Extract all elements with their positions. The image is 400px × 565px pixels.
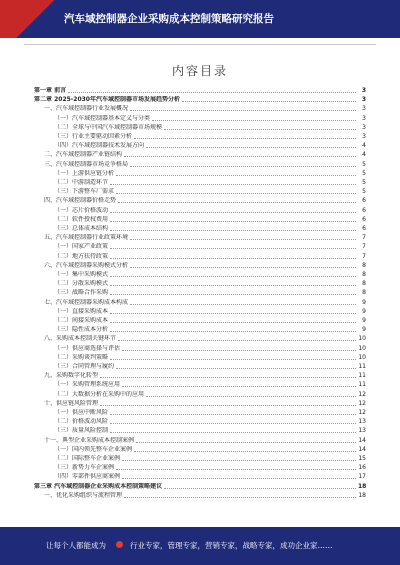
toc-entry-page: 13 xyxy=(358,418,366,426)
toc-entry-title: 六、汽车域控制器采购模式分析 xyxy=(44,261,129,269)
dot-leader xyxy=(122,350,356,351)
toc-entry-title: （二）全球与中国汽车域控制器市场规模 xyxy=(54,123,163,131)
toc-entry-page: 14 xyxy=(358,445,366,453)
toc-entry-page: 8 xyxy=(362,271,366,278)
toc-entry[interactable] xyxy=(34,132,366,141)
toc-entry-page: 10 xyxy=(358,335,366,343)
toc-entry-title: （一）直接采购成本 xyxy=(54,307,109,315)
toc-entry-title: 一、优化采购组织与流程管理 xyxy=(44,491,123,499)
toc-entry-title: 十一、典型企业采购成本控制案例 xyxy=(44,436,135,444)
toc-entry-title: 二、汽车域控制器产业链结构 xyxy=(44,151,123,159)
toc-entry[interactable] xyxy=(34,445,366,454)
toc-entry-title: （一）采购管理系统应用 xyxy=(54,381,121,389)
page-title: 内容目录 xyxy=(171,64,228,78)
dot-leader xyxy=(110,221,356,222)
toc-entry[interactable] xyxy=(34,399,366,408)
toc-entry-title: 九、采购数字化转型 xyxy=(44,372,99,380)
toc-entry-title: （二）价格波动风险 xyxy=(54,418,109,426)
toc-entry[interactable] xyxy=(34,298,366,307)
toc-entry-title: （一）集中采购模式 xyxy=(54,271,109,278)
toc-entry-title: （二）中游制造环节 xyxy=(54,179,109,186)
dot-leader xyxy=(118,202,356,203)
toc-entry-page: 3 xyxy=(362,123,366,131)
toc-entry-title: （一）汽车域控制器基本定义与分类 xyxy=(54,114,151,122)
dot-leader xyxy=(130,239,356,240)
dot-leader xyxy=(110,359,356,360)
toc-entry[interactable] xyxy=(34,472,366,481)
dot-leader xyxy=(146,396,356,397)
toc-entry[interactable] xyxy=(34,261,366,270)
toc-entry-page: 6 xyxy=(362,215,366,223)
toc-entry[interactable] xyxy=(34,141,366,150)
toc-entry-title: （三）下游整车厂需求 xyxy=(54,188,115,196)
dot-leader xyxy=(110,248,356,249)
toc-entry[interactable] xyxy=(34,417,366,426)
toc-entry-page: 4 xyxy=(362,151,366,159)
toc-entry[interactable] xyxy=(34,160,366,169)
toc-entry-page: 11 xyxy=(358,363,366,370)
toc-entry[interactable] xyxy=(34,408,366,417)
footer-banner xyxy=(0,527,400,565)
toc-entry-title: （二）间接采购成本 xyxy=(54,317,109,324)
dot-leader xyxy=(110,414,356,415)
dot-leader xyxy=(116,368,356,369)
toc-entry[interactable] xyxy=(34,104,366,113)
toc-entry[interactable] xyxy=(34,380,366,389)
toc-entry-title: 四、汽车域控制器价格走势 xyxy=(44,197,117,205)
toc-entry-title: 三、汽车域控制器市场竞争格局 xyxy=(44,160,129,168)
toc-entry[interactable] xyxy=(34,178,366,187)
toc-entry[interactable] xyxy=(34,270,366,279)
toc-entry-page: 7 xyxy=(362,234,366,242)
toc-entry[interactable] xyxy=(34,150,366,159)
toc-entry-page: 12 xyxy=(358,409,366,416)
toc-entry-title: （二）大数据分析在采购中的应用 xyxy=(54,390,145,398)
dot-leader xyxy=(136,442,356,443)
toc-entry-page: 16 xyxy=(358,464,366,472)
toc-entry-title: 第三章 汽车域控制器企业采购成本控制策略建议 xyxy=(34,482,163,490)
toc-entry-title: 八、采购成本控制关键环节 xyxy=(44,335,117,343)
toc-entry-title: 七、汽车域控制器采购成本构成 xyxy=(44,298,129,306)
toc-entry-page: 3 xyxy=(361,87,366,94)
dot-leader xyxy=(110,313,356,314)
toc-entry[interactable] xyxy=(34,454,366,463)
toc-entry-title: （三）新势力车企案例 xyxy=(54,464,115,472)
toc-entry[interactable] xyxy=(34,325,366,334)
dot-leader xyxy=(134,451,356,452)
footer-slogan: 让每个人都能成为 xyxy=(46,541,106,550)
header-banner xyxy=(0,0,400,38)
toc-entry[interactable] xyxy=(34,334,366,343)
toc-entry[interactable] xyxy=(34,371,366,380)
toc-entry-title: （三）质量风险控制 xyxy=(54,427,109,435)
dot-leader xyxy=(124,497,356,498)
dot-leader xyxy=(110,230,356,231)
dot-leader xyxy=(130,267,356,268)
toc-entry[interactable] xyxy=(34,362,366,371)
dot-leader xyxy=(110,184,356,185)
dot-leader xyxy=(116,469,356,470)
toc-entry-page: 9 xyxy=(362,326,366,334)
toc-entry-title: （二）软件授权费用 xyxy=(54,215,109,223)
toc-entry[interactable] xyxy=(34,307,366,316)
toc-entry[interactable] xyxy=(34,95,366,104)
toc-entry-page: 10 xyxy=(358,344,366,352)
table-of-contents xyxy=(34,86,366,506)
toc-entry[interactable] xyxy=(34,242,366,251)
dot-leader xyxy=(116,193,356,194)
toc-entry[interactable] xyxy=(34,215,366,224)
toc-entry-title: （一）供应中断风险 xyxy=(54,409,109,416)
toc-entry-title: （二）地方扶持政策 xyxy=(54,252,109,260)
dot-leader xyxy=(146,147,356,148)
dot-leader xyxy=(118,340,356,341)
toc-entry-page: 12 xyxy=(358,399,366,407)
toc-entry-title: （一）国家产业政策 xyxy=(54,243,109,251)
toc-entry-title: 第一章 前言 xyxy=(34,87,67,94)
dot-leader xyxy=(130,110,356,111)
bullet-icon xyxy=(116,541,123,548)
report-title: 汽车域控制器企业采购成本控制策略研究报告 xyxy=(64,13,274,25)
toc-entry[interactable] xyxy=(34,491,366,500)
dot-leader xyxy=(122,386,356,387)
toc-entry[interactable] xyxy=(34,288,366,297)
toc-entry-page: 11 xyxy=(358,381,366,389)
toc-entry-page: 5 xyxy=(362,179,366,186)
toc-entry-page: 3 xyxy=(362,105,366,113)
toc-entry-page: 17 xyxy=(358,473,366,481)
toc-entry[interactable] xyxy=(34,252,366,261)
toc-entry-title: （一）上游供应链分析 xyxy=(54,169,115,177)
toc-entry-page: 3 xyxy=(362,133,366,140)
dot-leader xyxy=(164,129,356,130)
banner-accent xyxy=(0,0,60,38)
toc-entry-page: 9 xyxy=(362,307,366,315)
toc-entry-title: （一）芯片价格波动 xyxy=(54,206,109,214)
toc-entry-title: 一、汽车域控制器行业发展概况 xyxy=(44,105,129,113)
dot-leader xyxy=(100,405,356,406)
toc-entry-page: 6 xyxy=(362,225,366,232)
toc-entry[interactable] xyxy=(34,86,366,95)
toc-entry[interactable] xyxy=(34,206,366,215)
dot-leader xyxy=(164,488,356,489)
footer-tagline: 行业专家，管理专家，营销专家，战略专家，成功企业家…… xyxy=(130,541,333,550)
dot-leader xyxy=(110,285,356,286)
toc-entry-title: （二）国际整车企业案例 xyxy=(54,455,121,462)
dot-leader xyxy=(134,138,356,139)
dot-leader xyxy=(152,120,356,121)
dot-leader xyxy=(68,92,356,93)
toc-entry-title: （一）供应商选择与评估 xyxy=(54,344,121,352)
toc-entry-page: 13 xyxy=(358,427,366,435)
toc-entry-page: 8 xyxy=(362,289,366,297)
toc-entry-title: （二）分散采购模式 xyxy=(54,280,109,288)
dot-leader xyxy=(100,377,356,378)
dot-leader xyxy=(110,322,356,323)
toc-entry-page: 9 xyxy=(362,298,366,306)
dot-leader xyxy=(110,432,356,433)
toc-entry-title: （三）总体成本结构 xyxy=(54,225,109,232)
toc-entry[interactable] xyxy=(34,123,366,132)
toc-entry[interactable] xyxy=(34,169,366,178)
toc-entry[interactable] xyxy=(34,390,366,399)
dot-leader xyxy=(110,212,356,213)
dot-leader xyxy=(124,156,356,157)
toc-entry-page: 18 xyxy=(358,482,367,490)
toc-entry-page: 14 xyxy=(358,436,366,444)
dot-leader xyxy=(116,175,356,176)
toc-entry[interactable] xyxy=(34,196,366,205)
toc-entry-page: 6 xyxy=(362,197,366,205)
toc-entry-page: 5 xyxy=(362,160,366,168)
toc-entry-page: 3 xyxy=(361,96,366,104)
dot-leader xyxy=(130,166,356,167)
toc-entry-title: 五、汽车域控制器行业政策环境 xyxy=(44,234,129,242)
toc-entry[interactable] xyxy=(34,233,366,242)
toc-entry-title: （三）隐性成本分析 xyxy=(54,326,109,334)
toc-entry-page: 15 xyxy=(358,455,366,462)
dot-leader xyxy=(122,460,356,461)
dot-leader xyxy=(110,258,356,259)
toc-entry-page: 5 xyxy=(362,169,366,177)
dot-leader xyxy=(122,478,356,479)
toc-entry-title: 十、供应链风险管理 xyxy=(44,399,99,407)
toc-entry-page: 8 xyxy=(362,261,366,269)
toc-entry-page: 3 xyxy=(362,114,366,122)
toc-entry[interactable] xyxy=(34,482,366,491)
dot-leader xyxy=(110,423,356,424)
toc-entry-page: 4 xyxy=(362,142,366,150)
toc-entry-page: 8 xyxy=(362,280,366,288)
toc-entry-page: 18 xyxy=(358,491,366,499)
toc-entry[interactable] xyxy=(34,353,366,362)
toc-entry-page: 12 xyxy=(358,390,366,398)
header-divider xyxy=(24,44,376,45)
toc-entry-title: （三）战略合作采购 xyxy=(54,289,109,297)
toc-entry-page: 10 xyxy=(358,353,366,361)
toc-entry-page: 6 xyxy=(362,206,366,214)
toc-entry-page: 11 xyxy=(358,372,366,380)
toc-entry-title: （三）合同管理与履约 xyxy=(54,363,115,370)
toc-entry-title: （二）采购谈判策略 xyxy=(54,353,109,361)
toc-entry[interactable] xyxy=(34,114,366,123)
toc-entry[interactable] xyxy=(34,463,366,472)
toc-entry-title: （四）汽车域控制器技术发展方向 xyxy=(54,142,145,150)
toc-entry[interactable] xyxy=(34,344,366,353)
dot-leader xyxy=(110,331,356,332)
toc-entry-page: 5 xyxy=(362,188,366,196)
toc-entry-page: 9 xyxy=(362,317,366,324)
toc-entry[interactable] xyxy=(34,279,366,288)
toc-entry[interactable] xyxy=(34,316,366,325)
dot-leader xyxy=(130,304,356,305)
toc-entry[interactable] xyxy=(34,187,366,196)
toc-entry-page: 7 xyxy=(362,252,366,260)
toc-entry[interactable] xyxy=(34,426,366,435)
toc-entry-title: 第二章 2025-2030年汽车域控制器市场发展趋势分析 xyxy=(34,96,180,104)
dot-leader xyxy=(110,276,356,277)
toc-entry[interactable] xyxy=(34,224,366,233)
toc-entry[interactable] xyxy=(34,436,366,445)
dot-leader xyxy=(110,294,356,295)
toc-entry-title: （三）行业主要驱动因素分析 xyxy=(54,133,133,140)
toc-entry-title: （四）零部件供应商案例 xyxy=(54,473,121,481)
toc-entry-title: （一）国内领先整车企业案例 xyxy=(54,445,133,453)
toc-entry-page: 7 xyxy=(362,243,366,251)
dot-leader xyxy=(182,101,356,102)
